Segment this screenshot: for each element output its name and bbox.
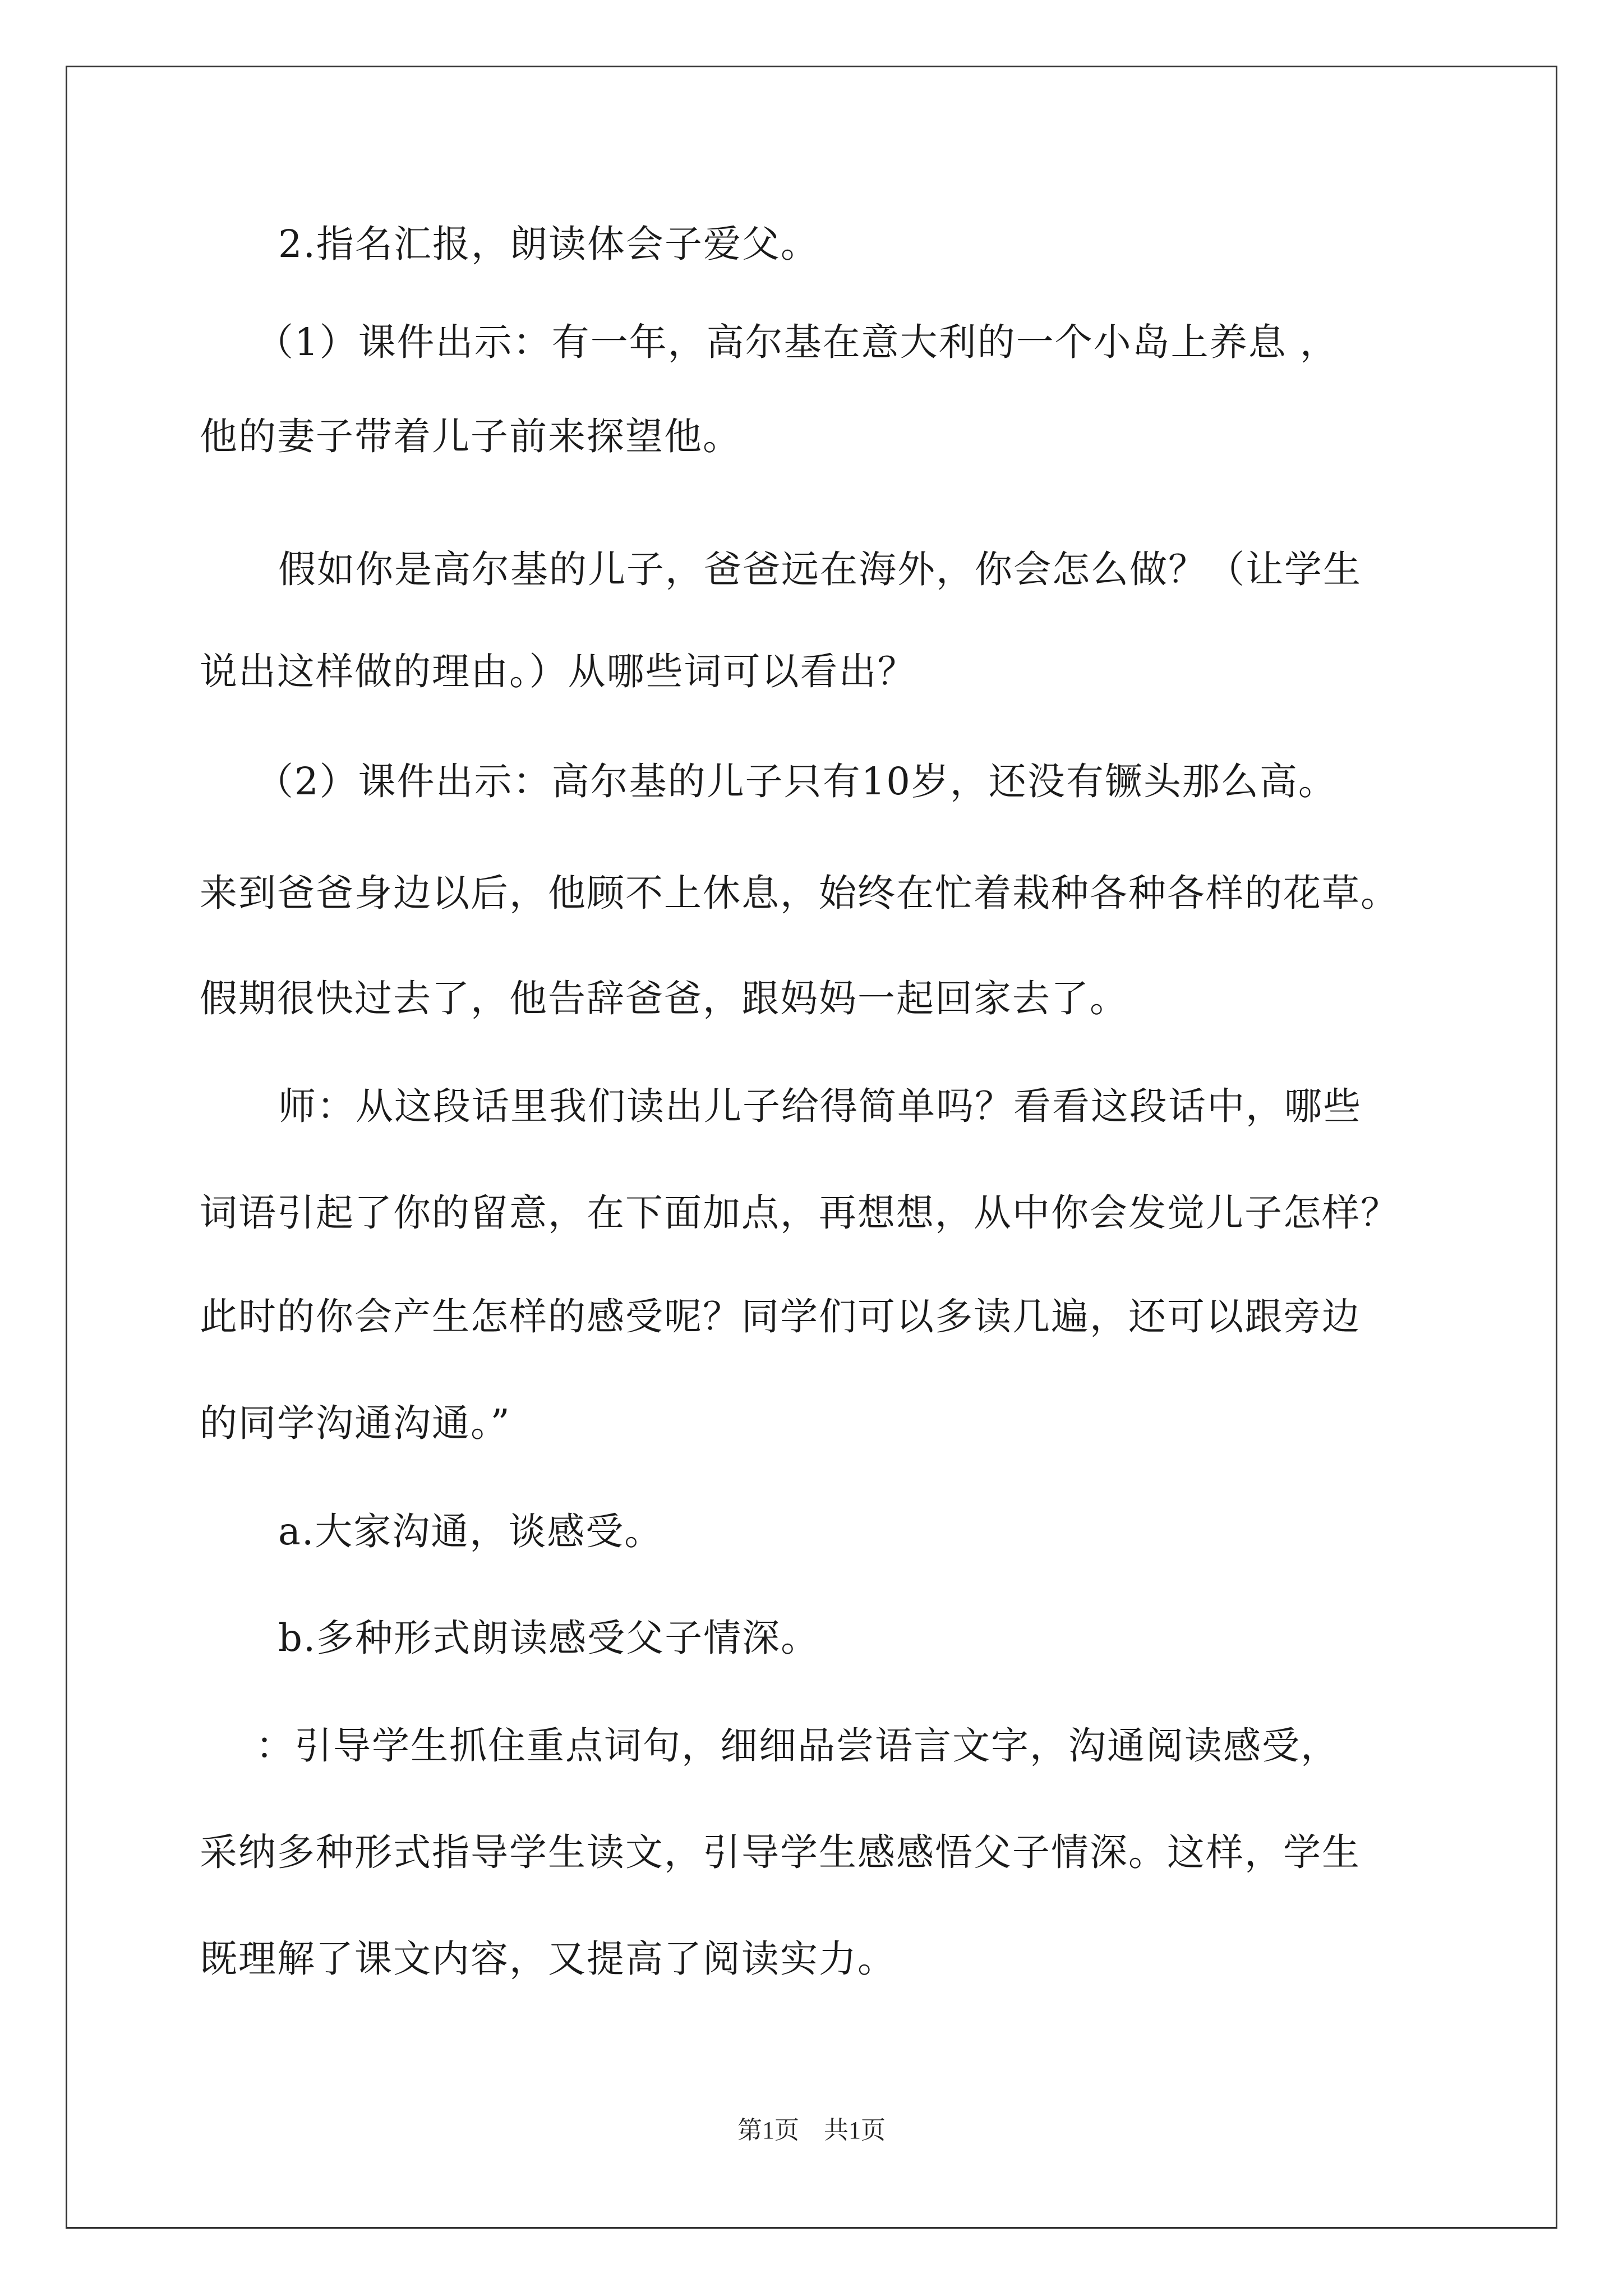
text-line: （1）课件出示：有一年，高尔基在意大利的一个小岛上养息 ， — [256, 320, 1339, 364]
text-line: 假期很快过去了，他告辞爸爸，跟妈妈一起回家去了。 — [200, 977, 1128, 1020]
text-line: ：引导学生抓住重点词句，细细品尝语言文字，沟通阅读感受， — [256, 1724, 1339, 1768]
text-line: 词语引起了你的留意，在下面加点，再想想，从中你会发觉儿子怎样？ — [200, 1191, 1399, 1235]
text-line: 师：从这段话里我们读出儿子给得简单吗？看看这段话中，哪些 — [278, 1084, 1362, 1128]
text-line: 假如你是高尔基的儿子，爸爸远在海外，你会怎么做？（让学生 — [278, 547, 1362, 591]
text-line: 此时的你会产生怎样的感受呢？同学们可以多读几遍，还可以跟旁边 — [200, 1295, 1361, 1338]
text-line: （2）课件出示：高尔基的儿子只有10岁，还没有镢头那么高。 — [256, 760, 1337, 803]
text-line: 说出这样做的理由。）从哪些词可以看出？ — [200, 650, 916, 693]
text-line: 2.指名汇报，朗读体会子爱父。 — [278, 222, 819, 266]
text-line: 的同学沟通沟通。” — [200, 1401, 511, 1445]
text-line: b.多种形式朗读感受父子情深。 — [278, 1616, 820, 1660]
text-line: 采纳多种形式指导学生读文，引导学生感感悟父子情深。这样，学生 — [200, 1830, 1361, 1874]
text-line: 来到爸爸身边以后，他顾不上休息，始终在忙着栽种各种各样的花草。 — [200, 871, 1399, 915]
text-line: a.大家沟通，谈感受。 — [278, 1510, 663, 1553]
text-line: 既理解了课文内容，又提高了阅读实力。 — [200, 1937, 896, 1981]
page-border — [66, 66, 1557, 2229]
page-number: 第1页 共1页 — [737, 2116, 886, 2144]
text-line: 他的妻子带着儿子前来探望他。 — [200, 415, 741, 458]
